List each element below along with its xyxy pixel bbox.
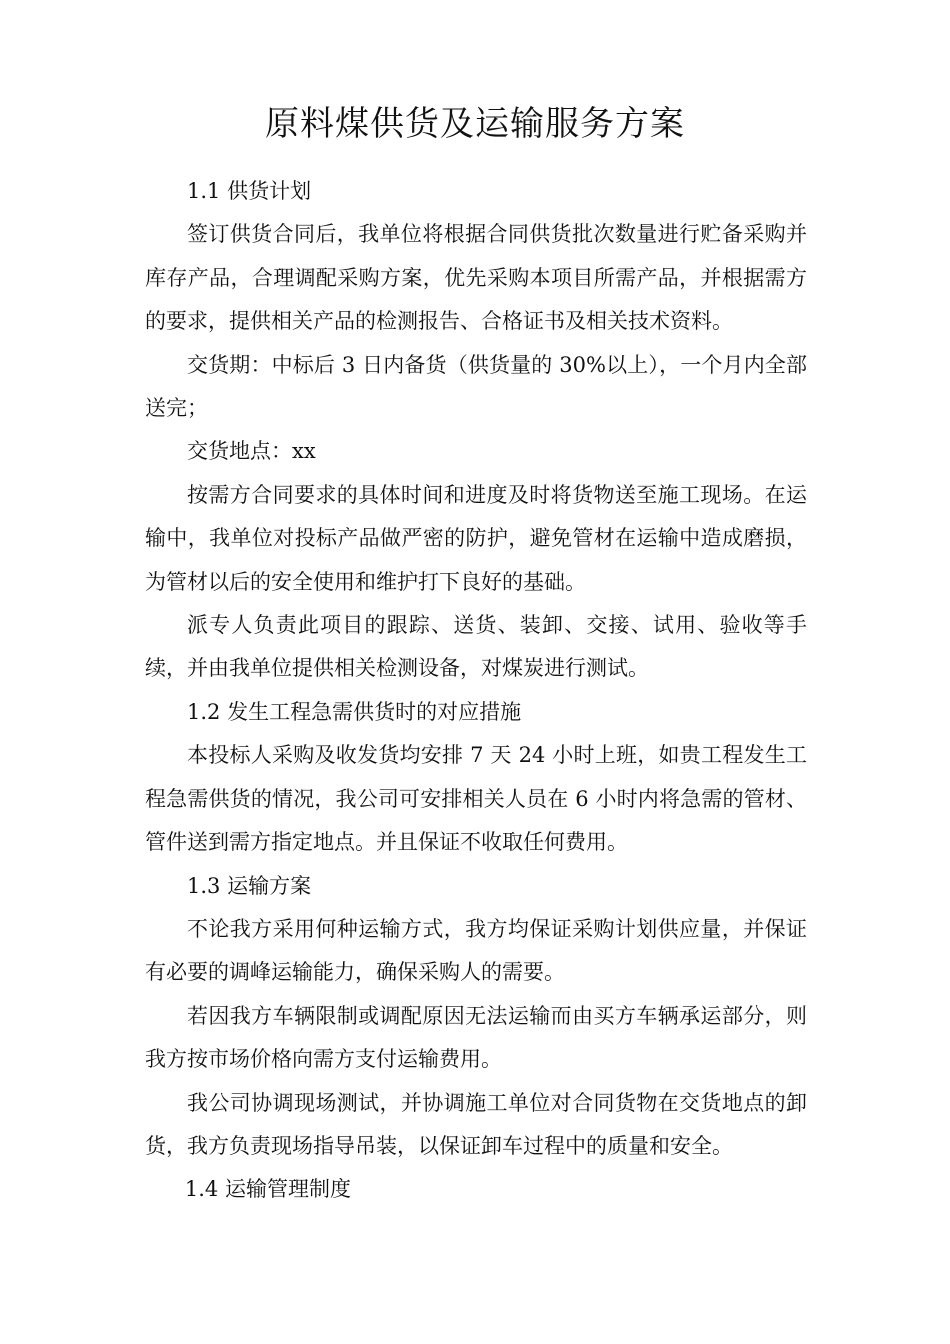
paragraph-buyer-vehicles: 若因我方车辆限制或调配原因无法运输而由买方车辆承运部分，则我方按市场价格向需方支付运输费用。 <box>145 1003 807 1072</box>
section-heading-1-3: 1.3 运输方案 <box>187 873 312 898</box>
section-heading-1-4: 1.4 运输管理制度 <box>184 1177 351 1202</box>
paragraph-transport-method: 不论我方采用何种运输方式，我方均保证采购计划供应量，并保证有必要的调峰运输能力，确保采购人的需要。 <box>145 916 807 985</box>
paragraph-urgent-supply: 本投标人采购及收发货均安排 7 天 24 小时上班，如贵工程发生工程急需供货的情况，我公司可安排相关人员在 6 小时内将急需的管材、管件送到需方指定地点。并且保证不收取任何费用。 <box>145 743 807 855</box>
section-heading-1-2: 1.2 发生工程急需供货时的对应措施 <box>187 699 522 724</box>
paragraph-delivery-location: 交货地点：xx <box>187 439 316 464</box>
paragraph-delivery-period: 交货期：中标后 3 日内备货（供货量的 30%以上），一个月内全部送完； <box>145 352 807 421</box>
section-heading-1-1: 1.1 供货计划 <box>187 179 312 203</box>
paragraph-transport-protection: 按需方合同要求的具体时间和进度及时将货物送至施工现场。在运输中，我单位对投标产品做严密的防护，避免管材在运输中造成磨损，为管材以后的安全使用和维护打下良好的基础。 <box>145 482 807 594</box>
paragraph-site-coordination: 我公司协调现场测试，并协调施工单位对合同货物在交货地点的卸货，我方负责现场指导吊装，以保证卸车过程中的质量和安全。 <box>145 1090 807 1158</box>
paragraph-dedicated-staff: 派专人负责此项目的跟踪、送货、装卸、交接、试用、验收等手续，并由我单位提供相关检测设备，对煤炭进行测试。 <box>145 613 807 681</box>
document-body <box>145 170 807 1212</box>
paragraph-supply-contract: 签订供货合同后，我单位将根据合同供货批次数量进行贮备采购并库存产品，合理调配采购方案，优先采购本项目所需产品，并根据需方的要求，提供相关产品的检测报告、合格证书及相关技术资料。 <box>145 222 807 334</box>
page-title: 原料煤供货及运输服务方案 <box>265 104 685 144</box>
